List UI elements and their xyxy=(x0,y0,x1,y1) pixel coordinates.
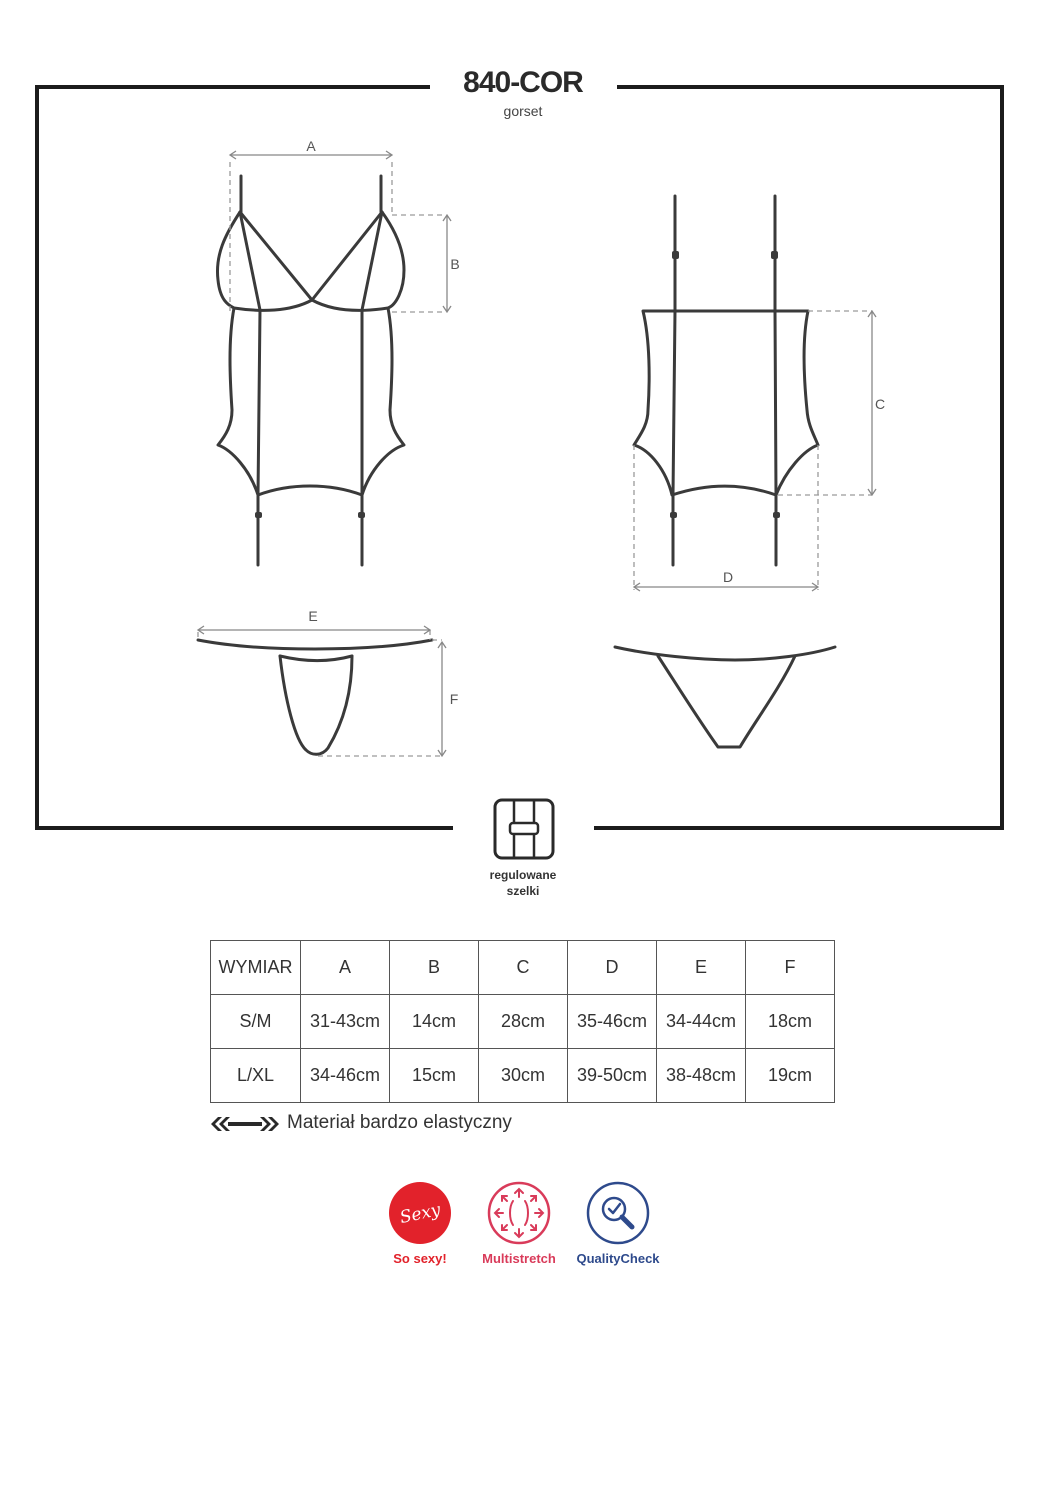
size-table-cell: 28cm xyxy=(479,995,568,1049)
size-table-cell: 15cm xyxy=(390,1049,479,1103)
size-table-header: B xyxy=(390,941,479,995)
size-table-cell: L/XL xyxy=(211,1049,301,1103)
size-table-header: A xyxy=(301,941,390,995)
size-table xyxy=(210,940,835,1103)
size-table-cell: 31-43cm xyxy=(301,995,390,1049)
badge-label-sexy: So sexy! xyxy=(393,1251,447,1266)
size-table-cell: 34-46cm xyxy=(301,1049,390,1103)
product-code: 840-COR xyxy=(463,66,583,99)
size-table-cell: 14cm xyxy=(390,995,479,1049)
dimension-guides xyxy=(198,162,872,756)
thong-front-drawing xyxy=(198,640,432,754)
sexy-icon-text: Sexy xyxy=(398,1199,443,1229)
size-table-cell: 35-46cm xyxy=(568,995,657,1049)
size-table-row xyxy=(211,1049,835,1103)
size-table-header-row xyxy=(211,941,835,995)
size-table-row xyxy=(211,995,835,1049)
elastic-note: Materiał bardzo elastyczny xyxy=(287,1112,512,1133)
size-table-cell: 38-48cm xyxy=(657,1049,746,1103)
size-table-cell: S/M xyxy=(211,995,301,1049)
front-garter-clip-right xyxy=(358,512,365,518)
back-garter-clip-left xyxy=(670,512,677,518)
size-table-header: F xyxy=(746,941,835,995)
dim-label-b: B xyxy=(450,256,460,272)
corset-front-drawing xyxy=(217,176,404,565)
badge-label-multistretch: Multistretch xyxy=(482,1251,556,1266)
dim-label-e: E xyxy=(308,608,318,624)
multistretch-icon xyxy=(487,1181,551,1245)
dim-label-a: A xyxy=(306,138,316,154)
back-garter-clip-right xyxy=(773,512,780,518)
dim-label-c: C xyxy=(874,396,886,412)
size-table-cell: 39-50cm xyxy=(568,1049,657,1103)
back-strap-slider-left xyxy=(672,251,679,259)
size-table-cell: 30cm xyxy=(479,1049,568,1103)
size-table-header: E xyxy=(657,941,746,995)
double-arrow-stretch-icon xyxy=(211,1115,279,1133)
quality-check-icon xyxy=(586,1181,650,1245)
size-table-cell: 19cm xyxy=(746,1049,835,1103)
badge-label-quality-check: QualityCheck xyxy=(576,1251,660,1266)
thong-back-drawing xyxy=(615,647,835,747)
feature-label-line1: regulowane xyxy=(489,868,557,882)
size-table-header: WYMIAR xyxy=(211,941,301,995)
size-table-header: C xyxy=(479,941,568,995)
size-table-header: D xyxy=(568,941,657,995)
dim-label-f: F xyxy=(449,691,459,707)
sexy-circle-icon xyxy=(388,1181,452,1245)
feature-label xyxy=(463,867,583,899)
size-table-cell: 34-44cm xyxy=(657,995,746,1049)
size-table-cell: 18cm xyxy=(746,995,835,1049)
dim-label-d: D xyxy=(722,569,734,585)
front-garter-clip-left xyxy=(255,512,262,518)
strap-sliders xyxy=(255,251,780,518)
adjustable-straps-icon xyxy=(495,800,553,858)
product-type: gorset xyxy=(503,103,543,119)
back-strap-slider-right xyxy=(771,251,778,259)
feature-label-line2: szelki xyxy=(506,884,540,898)
corset-back-drawing xyxy=(634,196,818,565)
